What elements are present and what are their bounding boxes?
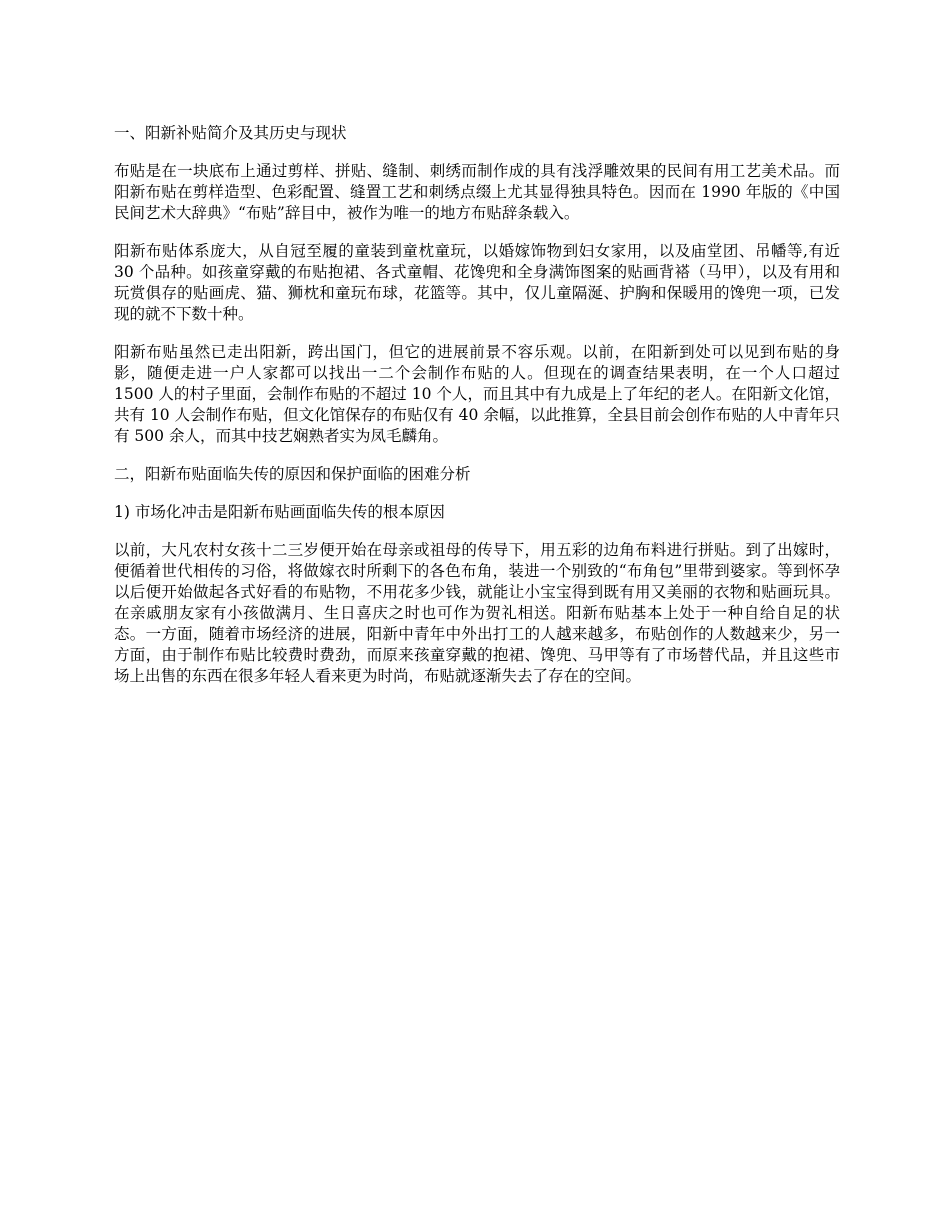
section-heading-2: 二，阳新布贴面临失传的原因和保护面临的困难分析: [114, 465, 471, 483]
paragraph-intro: 布贴是在一块底布上通过剪样、拼贴、缝制、刺绣而制作成的具有浅浮雕效果的民间有用工艺美术品。而阳新布贴在剪样造型、色彩配置、缝置工艺和刺绣点缀上尤其显得独具特色。因而在 1990 年版的《中国民间艺术大辞典》“布贴”辞目中，被作为唯一的地方布贴辞条载入。: [114, 162, 840, 222]
paragraph-system: 阳新布贴体系庞大，从自冠至履的童装到童枕童玩，以婚嫁饰物到妇女家用，以及庙堂团、吊幡等,有近 30 个品种。如孩童穿戴的布贴抱裙、各式童帽、花馋兜和全身满饰图案的贴画背褡（马甲），以及有用和玩赏俱存的贴画虎、猫、狮枕和童玩布球，花篮等。其中，仅儿童隔涎、护胸和保暖用的馋兜一项，已发现的就不下数十种。: [114, 242, 840, 323]
section-heading-1: 一、阳新补贴简介及其历史与现状: [114, 124, 347, 142]
paragraph-status: 阳新布贴虽然已走出阳新，跨出国门，但它的进展前景不容乐观。以前，在阳新到处可以见到布贴的身影，随便走进一户人家都可以找出一二个会制作布贴的人。但现在的调查结果表明，在一个人口超过 1500 人的村子里面，会制作布贴的不超过 10 个人，而且其中有九成是上了年纪的老人。在阳新文化馆，共有 10 人会制作布贴，但文化馆保存的布贴仅有 40 余幅，以此推算，全县目前会创作布贴的人中青年只有 500 余人，而其中技艺娴熟者实为凤毛麟角。: [114, 343, 840, 445]
document-page: [114, 123, 840, 704]
paragraph-market: 以前，大凡农村女孩十二三岁便开始在母亲或祖母的传导下，用五彩的边角布料进行拼贴。到了出嫁时，便循着世代相传的习俗，将做嫁衣时所剩下的各色布角，装进一个别致的“布角包”里带到婆家。等到怀孕以后便开始做起各式好看的布贴物，不用花多少钱，就能让小宝宝得到既有用又美丽的衣物和贴画玩具。在亲戚朋友家有小孩做满月、生日喜庆之时也可作为贺礼相送。阳新布贴基本上处于一种自给自足的状态。一方面，随着市场经济的进展，阳新中青年中外出打工的人越来越多，布贴创作的人数越来少，另一方面，由于制作布贴比较费时费劲，而原来孩童穿戴的抱裙、馋兜、马甲等有了市场替代品，并且这些市场上出售的东西在很多年轻人看来更为时尚，布贴就逐渐失去了存在的空间。: [114, 541, 840, 685]
subsection-heading-1: 1) 市场化冲击是阳新布贴画面临失传的根本原因: [114, 503, 445, 521]
